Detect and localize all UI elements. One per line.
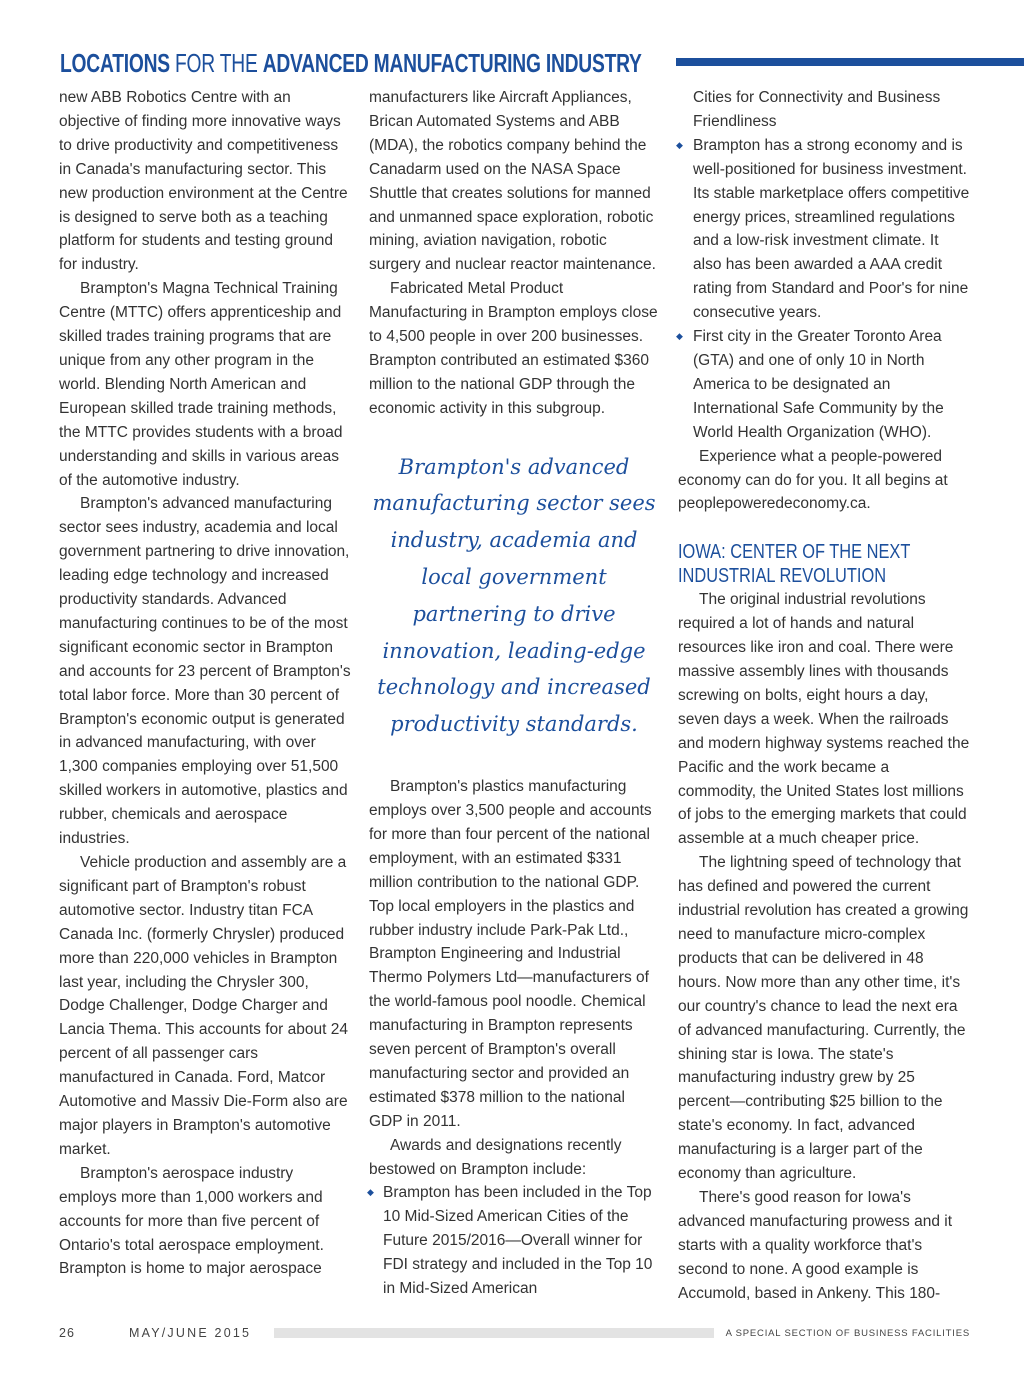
column-1 bbox=[59, 86, 351, 1281]
paragraph: Fabricated Metal Product Manufacturing in Brampton employs close to 4,500 people in over 200 businesses. Brampton contributed an estimated $360 million to the national GDP through the economic activity in this subgroup. bbox=[369, 280, 658, 417]
awards-list-continued bbox=[678, 134, 970, 445]
paragraph: Brampton's plastics manufacturing employs over 3,500 people and accounts for more than four percent of the national employment, with an estimated $331 million contribution to the national GDP. Top local employers in the plastics and rubber industry include Park-Pak Ltd., Brampton Engineering and Industrial Thermo Polymers Ltd—manufacturers of the world-famous pool noodle. Chemical manufacturing in Brampton represents seven percent of Brampton's overall manufacturing sector and provided an estimated $378 million to the national GDP in 2011. bbox=[369, 778, 652, 1130]
paragraph: Brampton's aerospace industry employs more than 1,000 workers and accounts for more than five percent of Ontario's total aerospace employment. Brampton is home to major aerospace bbox=[59, 1164, 324, 1278]
paragraph: There's good reason for Iowa's advanced manufacturing prowess and it starts with a quality workforce that's second to none. A good example is Accumold, based in Ankeny. This 180- bbox=[678, 1188, 952, 1302]
section-label: A SPECIAL SECTION OF BUSINESS FACILITIES bbox=[725, 1327, 970, 1339]
issue-date: MAY/JUNE 2015 bbox=[129, 1326, 252, 1340]
column-3 bbox=[678, 86, 970, 1306]
awards-list bbox=[369, 1181, 659, 1301]
title-locations: LOCATIONS bbox=[60, 48, 170, 78]
page-number: 26 bbox=[59, 1326, 75, 1340]
column-2 bbox=[369, 86, 659, 1301]
paragraph: Awards and designations recently bestowed on Brampton include: bbox=[369, 1136, 622, 1178]
list-item: ◆ First city in the Greater Toronto Area (GTA) and one of only 10 in North America to be designated an International Safe Community by the World Health Organization (WHO). bbox=[678, 325, 970, 445]
title-for-the: FOR THE bbox=[175, 48, 258, 78]
paragraph: new ABB Robotics Centre with an objective of finding more innovative ways to drive productivity and competitiveness in Canada's manufacturing sector. This new production environment at the Centre is designed to serve both as a teaching platform for students and testing ground for industry. bbox=[59, 89, 348, 274]
header-rule bbox=[676, 58, 1024, 66]
page-footer bbox=[59, 1326, 970, 1340]
list-item: ◆ Brampton has been included in the Top 10 Mid-Sized American Cities of the Future 2015/2016—Overall winner for FDI strategy and included in the Top 10 in Mid-Sized American bbox=[369, 1181, 659, 1301]
section-subhead: IOWA: CENTER OF THE NEXT INDUSTRIAL REVOLUTION bbox=[678, 541, 911, 588]
paragraph: The lightning speed of technology that has defined and powered the current industrial revolution has created a growing need to manufacture micro-complex products that can be delivered in 48 hours. Now more than any other time, it's our country's chance to lead the next era of advanced manufacturing. Currently, the shining star is Iowa. The state's manufacturing industry grew by 25 percent—contributing $25 billion to the state's economy. In fact, advanced manufacturing is a larger part of the economy than agriculture. bbox=[678, 854, 969, 1183]
page-header bbox=[60, 46, 1024, 80]
paragraph: Vehicle production and assembly are a significant part of Brampton's robust automotive sector. Industry titan FCA Canada Inc. (formerly Chrysler) produced more than 220,000 vehicles in Brampton last year, including the Chrysler 300, Dodge Challenger, Dodge Charger and Lancia Thema. This accounts for about 24 percent of all passenger cars manufactured in Canada. Ford, Matcor Automotive and Massiv Die-Form also are major players in Brampton's automotive market. bbox=[59, 854, 348, 1158]
paragraph: Brampton's Magna Technical Training Centre (MTTC) offers apprenticeship and skilled trades training programs that are unique from any other program in the world. Blending North American and European skilled trade training methods, the MTTC provides students with a broad understanding and skills in various areas of the automotive industry. bbox=[59, 280, 343, 489]
footer-bar bbox=[274, 1328, 714, 1338]
title-industry: ADVANCED MANUFACTURING INDUSTRY bbox=[262, 48, 642, 78]
list-item-continued: Cities for Connectivity and Business Friendliness bbox=[693, 89, 941, 130]
paragraph: The original industrial revolutions required a lot of hands and natural resources like iron and coal. There were massive assembly lines with thousands screwing on bolts, eight hours a day, seven days a week. When the railroads and modern highway systems reached the Pacific and the work became a commodity, the United States lost millions of jobs to the emerging markets that could assemble at a much cheaper price. bbox=[678, 591, 970, 848]
list-item: ◆ Brampton has a strong economy and is well-positioned for business investment. Its stable marketplace offers competitive energy prices, streamlined regulations and a low-risk investment climate. It also has been awarded a AAA credit rating from Standard and Poor's for nine consecutive years. bbox=[678, 134, 970, 325]
paragraph: Brampton's advanced manufacturing sector sees industry, academia and local government partnering to drive innovation, leading edge technology and increased productivity standards. Advanced manufacturing continues to be of the most significant economic sector in Brampton and accounts for 23 percent of Brampton's total labor force. More than 30 percent of Brampton's economic output is generated in advanced manufacturing, with over 1,300 companies employing over 51,500 skilled workers in automotive, plastics and rubber, chemicals and aerospace industries. bbox=[59, 495, 351, 848]
paragraph: Experience what a people-powered economy can do for you. It all begins at peoplepoweredeconomy.ca. bbox=[678, 447, 948, 513]
page-title bbox=[60, 46, 642, 80]
pull-quote: Brampton's advanced manufacturing sector sees industry, academia and local government partnering to drive innovation, leading-edge technology and increased productivity standards. bbox=[372, 454, 656, 737]
paragraph: manufacturers like Aircraft Appliances, Brican Automated Systems and ABB (MDA), the robotics company behind the Canadarm used on the NASA Space Shuttle that creates solutions for manned and unmanned space exploration, robotic mining, aviation navigation, robotic surgery and nuclear reactor maintenance. bbox=[369, 89, 656, 274]
